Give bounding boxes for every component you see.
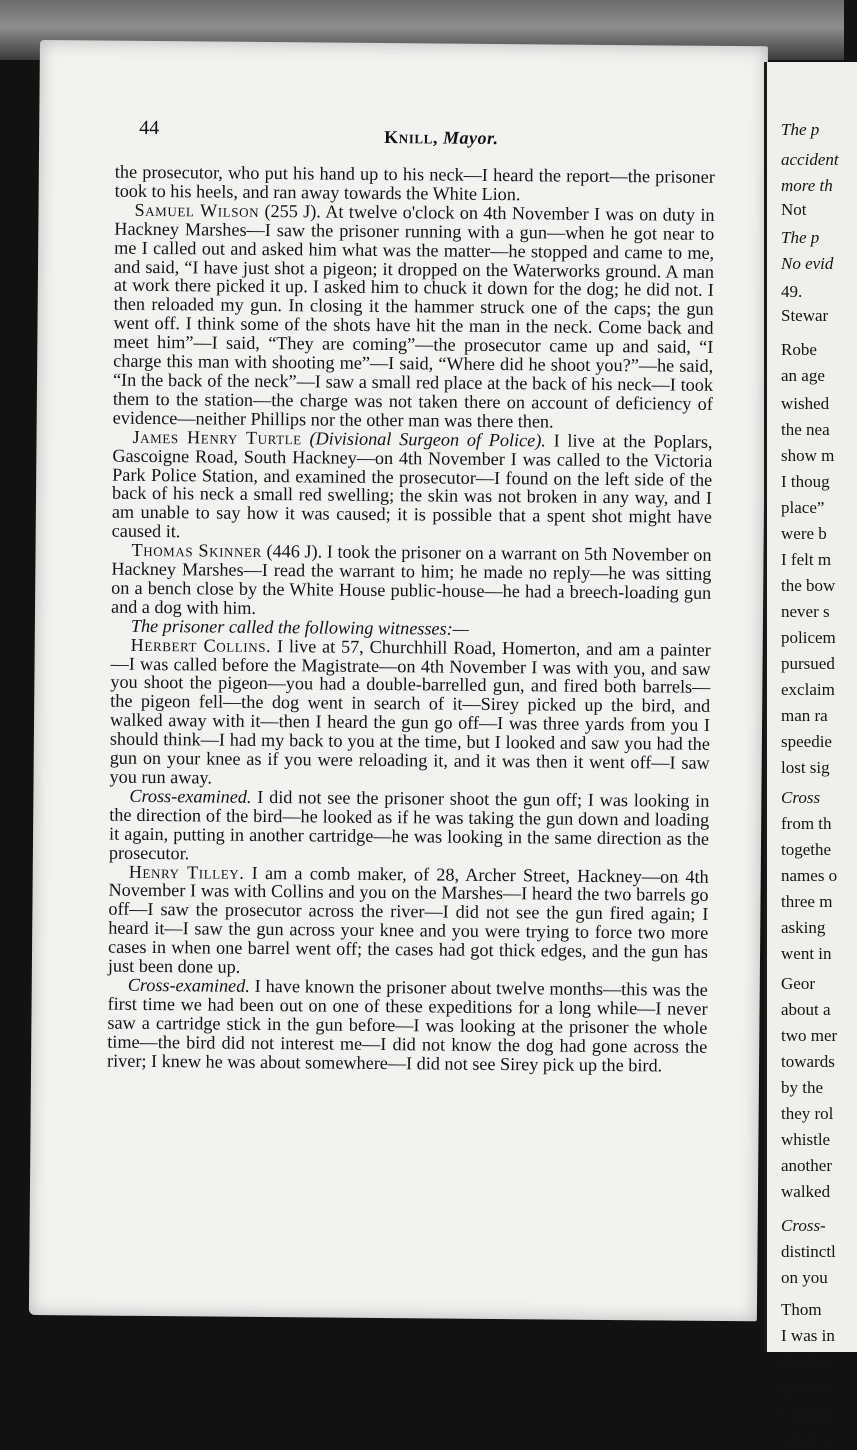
facing-page-line: the bow <box>781 576 836 595</box>
running-head-name: Knill, <box>384 127 439 148</box>
facing-page-line: running <box>781 1404 834 1423</box>
facing-page-line: about a <box>781 1000 831 1019</box>
facing-page-line: on you <box>781 1268 828 1287</box>
facing-page-line: three m <box>781 892 833 911</box>
testimony-henry-tilley <box>108 862 709 981</box>
facing-page-line: togethe <box>781 840 832 859</box>
witness-name: Thomas Skinner <box>131 539 262 562</box>
facing-page-line: by the <box>781 1078 824 1097</box>
page-number: 44 <box>139 116 160 140</box>
paragraph: the prosecutor, who put his hand up to his neck—I heard the report—the prisoner took to his heels, and ran away towards the White Lion. <box>114 161 715 205</box>
page-header <box>39 98 767 149</box>
facing-page-line: yards, a <box>781 1430 834 1449</box>
cross-examined-label: Cross-examined. <box>129 785 252 807</box>
witness-name: Samuel Wilson <box>134 199 260 221</box>
witness-name: Herbert Collins. <box>130 634 272 656</box>
witness-name: Henry Tilley. <box>128 861 245 883</box>
facing-page-line: Cross <box>781 788 821 807</box>
testimony-thomas-skinner <box>111 541 712 622</box>
testimony-james-henry-turtle <box>112 427 713 546</box>
facing-page-line: wished <box>781 394 830 413</box>
page-body <box>107 163 715 1076</box>
facing-page-line: they rol <box>781 1104 834 1123</box>
witness-role: (Divisional Surgeon of Police). <box>309 428 546 451</box>
facing-page-line: the dire <box>781 1352 833 1371</box>
facing-page-line: accident <box>781 150 839 169</box>
facing-page-line: man ra <box>781 706 828 725</box>
facing-page-line: I thoug <box>781 472 830 491</box>
facing-page-line: The p <box>781 228 820 247</box>
facing-page-line: Not <box>781 200 807 219</box>
witnesses-heading: The prisoner called the following witnesses:— <box>130 615 469 639</box>
facing-page-line: an age <box>781 366 825 385</box>
facing-page-line: towards <box>781 1052 835 1071</box>
facing-page-line: names o <box>781 866 838 885</box>
facing-page-line: were b <box>781 524 827 543</box>
facing-page-line: speedie <box>781 732 832 751</box>
facing-page-line: two mer <box>781 1026 838 1045</box>
cross-examination <box>109 787 710 868</box>
facing-page-line: Robe <box>781 340 817 359</box>
witness-name: James Henry Turtle <box>132 426 302 448</box>
facing-page-line: Geor <box>781 974 815 993</box>
testimony-herbert-collins <box>109 635 710 791</box>
testimony-text: I live at the Poplars, Gascoigne Road, South Hackney—on 4th November I was called to the Victoria Park Police Station, and examined the prosecutor—I found on the left side of the back of his neck a small red swelling; the skin was not broken in any way, and I am unable to say how it was caused; it is possible that a spent shot might have caused it. <box>111 430 713 542</box>
testimony-text: At twelve o'clock on 4th November I was on duty in Hackney Marshes—I saw the prisoner running with a gun—when he got near to me I called out and asked him what was the matter—he stopped and came to me, and said, “I have just shot a pigeon; it dropped on the Waterworks ground. A man at work there picked it up. I asked him to chuck it down for the dog; he did not. I then reloaded my gun. In closing it the hammer struck one of the caps; the gun went off. I think some of the shots have hit the man in the neck. Come back and meet him”—I said, “They are coming”—the prosecutor came up and said, “I charge this man with shooting me”—I said, “Where did he shoot you?”—he said, “In the back of the neck”—I saw a small red place at the back of his neck—I took them to the station—the charge was not taken there on account of deficiency of evidence—neither Phillips nor the other man was there then. <box>112 201 715 432</box>
facing-page-line: more th <box>781 176 833 195</box>
facing-page-line: gone in <box>781 1378 832 1397</box>
testimony-samuel-wilson <box>113 200 715 432</box>
testimony-text: I did not see the prisoner shoot the gun off; I was looking in the direction of the bird—he looked as if he was taking the gun down and loading it again, putting in another cartridge—he was looking in the same direction as the prosecutor. <box>108 786 710 863</box>
running-head <box>384 127 499 149</box>
facing-page-line: Stewar <box>781 306 829 325</box>
facing-page-line: pursued <box>781 654 835 673</box>
facing-page-line: another <box>781 1156 832 1175</box>
cross-examined-label: Cross-examined. <box>127 974 250 996</box>
facing-page-line: place” <box>781 498 825 517</box>
facing-page-fragment <box>764 62 857 1449</box>
facing-page-line: policem <box>781 628 836 647</box>
facing-page-line: I was in <box>781 1326 835 1345</box>
facing-page-line: whistle <box>781 1130 831 1149</box>
book-page <box>29 40 768 1321</box>
facing-page-line: Thom <box>781 1300 822 1319</box>
facing-page-line: Cross- <box>781 1216 826 1235</box>
testimony-text: I took the prisoner on a warrant on 5th November on Hackney Marshes—I read the warrant to him; he made no reply—he was sitting on a bench close by the White House public-house—he had a breech-loading gun and a dog with him. <box>110 541 712 618</box>
cross-examination <box>107 976 708 1076</box>
facing-page-line: the nea <box>781 420 830 439</box>
facing-page-line: distinctl <box>781 1242 836 1261</box>
facing-page-line: never s <box>781 602 830 621</box>
witness-role: (255 J). <box>264 200 321 222</box>
facing-page-line: went in <box>781 944 832 963</box>
facing-page-line: lost sig <box>781 758 830 777</box>
facing-page-line: No evid <box>781 254 834 273</box>
testimony-text: I am a comb maker, of 28, Archer Street, Hackney—on 4th November I was with Collins and you on the Marshes—I heard the two barrels go off—I saw the prosecutor across the river—I did not see the gun fired again; I heard it—I saw the gun across your knee and you were trying to force two more cases in when one barrel went off; the cases had got thick edges, and the gun has just been done up. <box>107 862 709 977</box>
facing-page-line: exclaim <box>781 680 835 699</box>
facing-page-line: The p <box>781 120 820 139</box>
facing-page-line: 49. <box>781 282 803 301</box>
testimony-text: I have known the prisoner about twelve months—this was the first time we had been out on one of these expeditions for a long while—I never saw a cartridge stick in the gun before—I was looking at the prisoner the whole time—the bird did not interest me—I did not know the dog had gone across the river; I knew he was about somewhere—I did not see Sirey pick up the bird. <box>107 975 708 1076</box>
facing-page-line: I felt m <box>781 550 832 569</box>
testimony-text: I live at 57, Churchhill Road, Homerton, and am a painter—I was called before the Magistrate—on 4th November I was with you, and saw you shoot the pigeon—you had a double-barrelled gun, and fired both barrels—the pigeon fell—the dog went in search of it—Sirey picked up the bird, and walked away with it—then I heard the gun go off—I was three yards from you I should think—I had my back to you at the time, but I looked and saw you had the gun on your knee as if you were reloading it, and it was then it went off—I saw you run away. <box>109 635 711 788</box>
facing-page-line: asking <box>781 918 826 937</box>
witness-role: (446 J). <box>266 541 323 562</box>
facing-page-line: walked <box>781 1182 831 1201</box>
running-head-title: Mayor. <box>442 127 499 149</box>
facing-page-line: show m <box>781 446 835 465</box>
facing-page-line: from th <box>781 814 832 833</box>
